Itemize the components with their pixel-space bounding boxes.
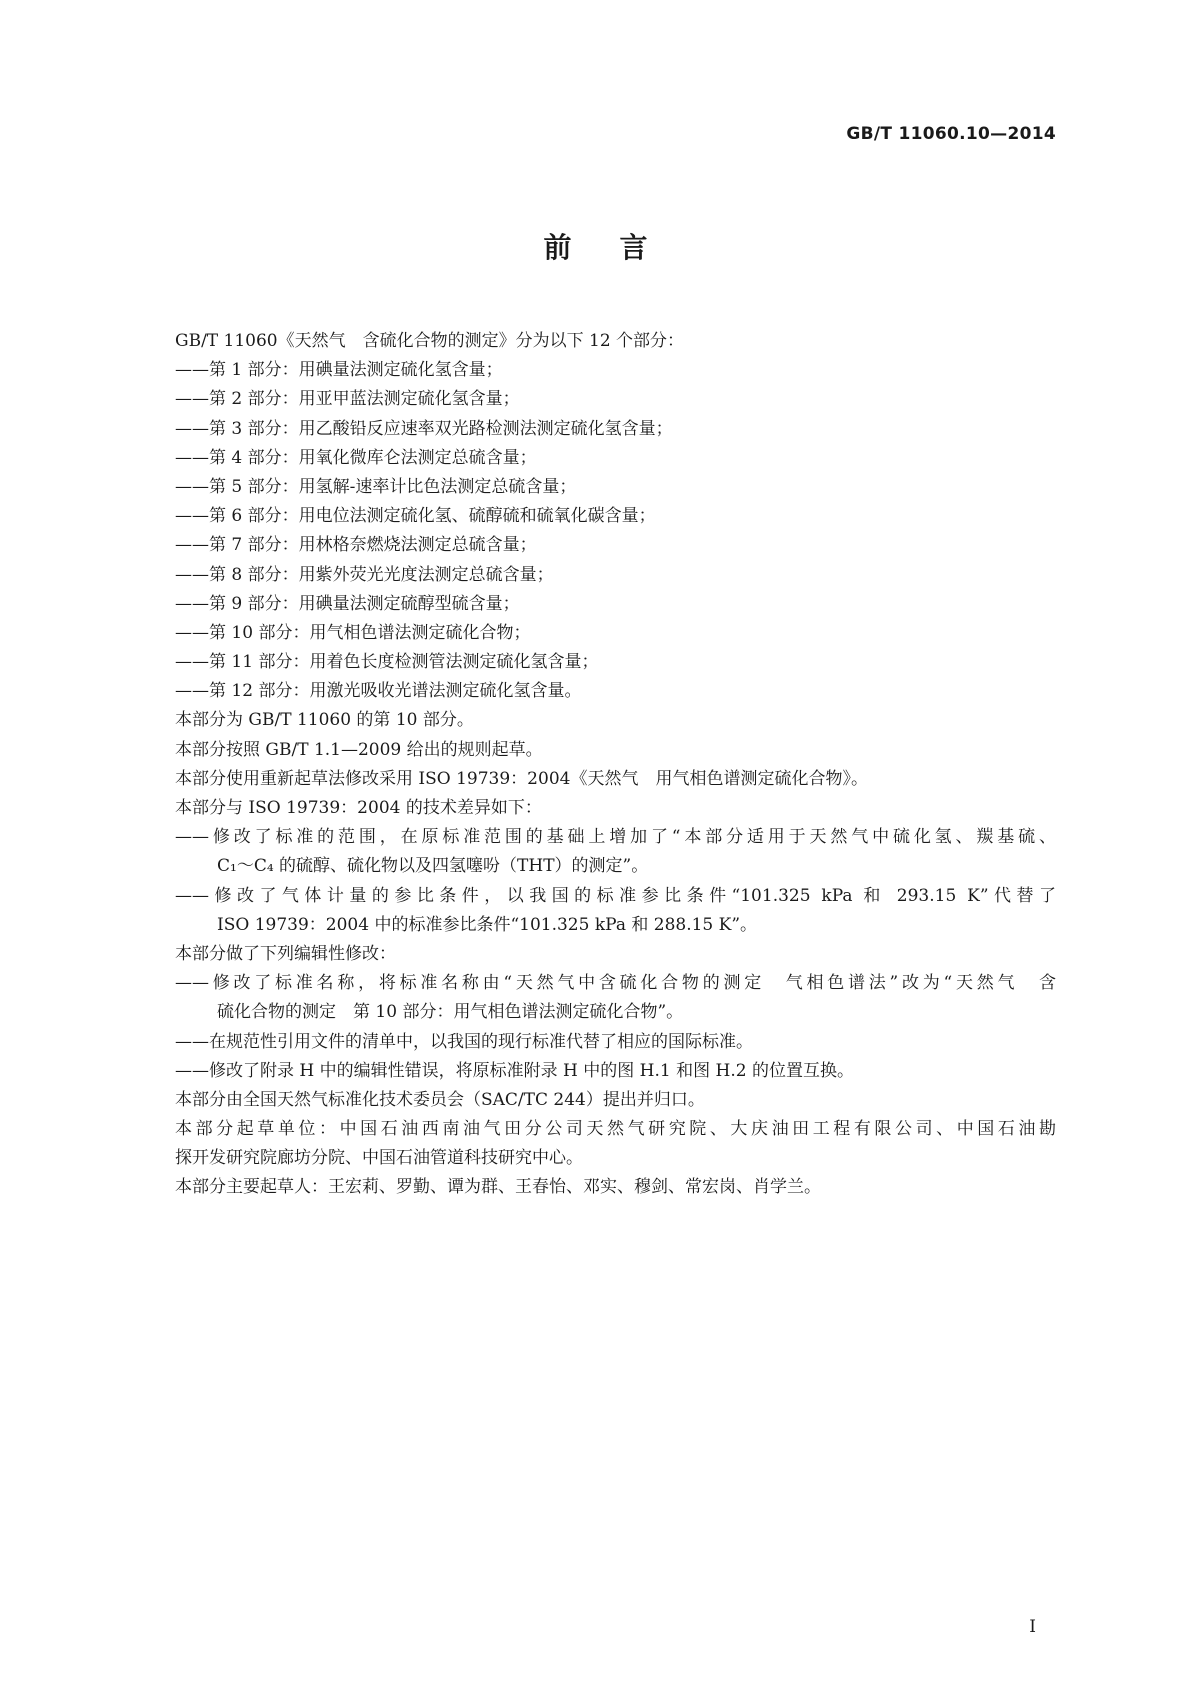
list-item: ——第 2 部分：用亚甲蓝法测定硫化氢含量； — [175, 389, 520, 410]
list-item: ——第 3 部分：用乙酸铅反应速率双光路检测法测定硫化氢含量； — [175, 418, 673, 439]
list-item: ——第 6 部分：用电位法测定硫化氢、硫醇硫和硫氧化碳含量； — [175, 506, 656, 527]
list-item: ——修改了气体计量的参比条件，以我国的标准参比条件“101.325 kPa 和 293.15 K”代替了 — [175, 885, 1056, 906]
paragraph-line: 本部分由全国天然气标准化技术委员会（SAC/TC 244）提出并归口。 — [175, 1089, 705, 1110]
paragraph-line: GB/T 11060《天然气 含硫化合物的测定》分为以下 12 个部分： — [175, 331, 685, 351]
paragraph-line: 本部分与 ISO 19739：2004 的技术差异如下： — [175, 798, 542, 818]
list-item: ——第 11 部分：用着色长度检测管法测定硫化氢含量； — [175, 652, 599, 673]
paragraph-line: 本部分为 GB/T 11060 的第 10 部分。 — [175, 710, 474, 731]
list-item: ——修改了附录 H 中的编辑性错误，将原标准附录 H 中的图 H.1 和图 H.2 的位置互换。 — [175, 1060, 854, 1081]
continuation-line: 硫化合物的测定 第 10 部分：用气相色谱法测定硫化合物”。 — [217, 1002, 684, 1023]
continuation-line: ISO 19739：2004 中的标准参比条件“101.325 kPa 和 288.15 K”。 — [217, 914, 758, 935]
list-item: ——修改了标准的范围，在原标准范围的基础上增加了“本部分适用于天然气中硫化氢、羰基硫、 — [175, 827, 1056, 848]
foreword-body — [175, 327, 1056, 1203]
page-title: 前言 — [543, 231, 696, 264]
continuation-line: C₁～C₄ 的硫醇、硫化物以及四氢噻吩（THT）的测定”。 — [217, 856, 649, 877]
list-item: ——第 4 部分：用氧化微库仑法测定总硫含量； — [175, 447, 537, 468]
list-item: ——第 8 部分：用紫外荧光光度法测定总硫含量； — [175, 564, 554, 585]
list-item: ——第 7 部分：用林格奈燃烧法测定总硫含量； — [175, 535, 537, 556]
page-number: I — [1029, 1617, 1036, 1637]
paragraph-line: 本部分做了下列编辑性修改： — [175, 943, 396, 964]
list-item: ——第 10 部分：用气相色谱法测定硫化合物； — [175, 622, 531, 643]
list-item: ——第 9 部分：用碘量法测定硫醇型硫含量； — [175, 593, 520, 614]
list-item: ——修改了标准名称，将标准名称由“天然气中含硫化合物的测定 气相色谱法”改为“天然气 含 — [175, 973, 1056, 994]
list-item: ——第 12 部分：用激光吸收光谱法测定硫化氢含量。 — [175, 681, 582, 702]
list-item: ——第 5 部分：用氢解-速率计比色法测定总硫含量； — [175, 476, 577, 497]
paragraph-line: 本部分按照 GB/T 1.1—2009 给出的规则起草。 — [175, 739, 543, 760]
standard-code: GB/T 11060.10—2014 — [846, 124, 1056, 144]
paragraph-line: 本部分主要起草人：王宏莉、罗勤、谭为群、王春怡、邓实、穆剑、常宏岗、肖学兰。 — [175, 1177, 821, 1198]
paragraph-line: 本部分使用重新起草法修改采用 ISO 19739：2004《天然气 用气相色谱测定硫化合物》。 — [175, 768, 868, 789]
list-item: ——在规范性引用文件的清单中，以我国的现行标准代替了相应的国际标准。 — [175, 1031, 753, 1052]
paragraph-line: 本部分起草单位：中国石油西南油气田分公司天然气研究院、大庆油田工程有限公司、中国石油勘 — [175, 1119, 1056, 1140]
continuation-line: 探开发研究院廊坊分院、中国石油管道科技研究中心。 — [175, 1148, 583, 1169]
list-item: ——第 1 部分：用碘量法测定硫化氢含量； — [175, 360, 503, 381]
